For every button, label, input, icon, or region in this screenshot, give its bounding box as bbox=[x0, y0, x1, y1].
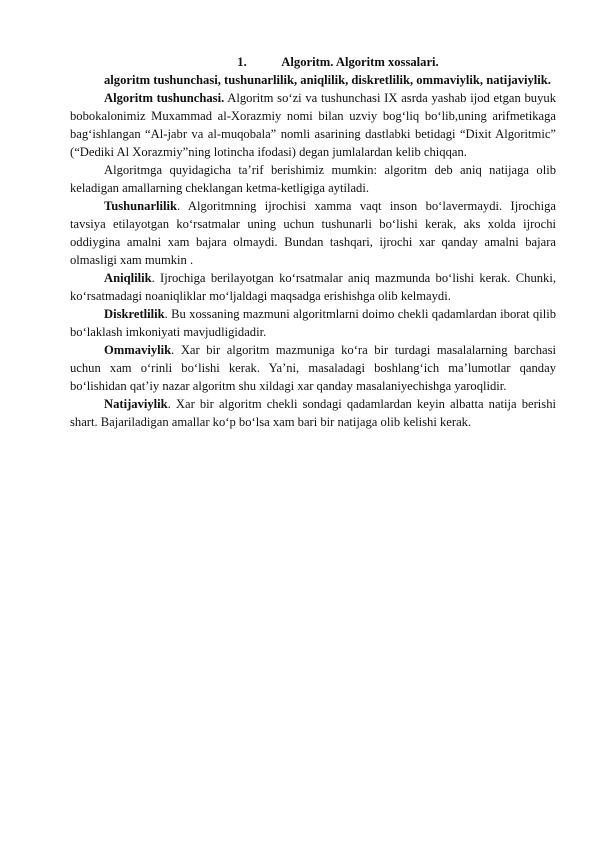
section-title: Algoritm. Algoritm xossalari. bbox=[281, 55, 439, 69]
paragraph-term: Algoritm tushunchasi. bbox=[104, 91, 225, 105]
paragraph-term: Ommaviylik bbox=[104, 343, 172, 357]
section-heading bbox=[70, 53, 556, 71]
paragraph-text: . Xar bir algoritm mazmuniga ko‘ra bir turdagi masalalarning barchasi uchun xam o‘rinli bo‘lishi kerak. Ya’ni, masaladagi boshlang‘ich ma’lumotlar qanday bo‘lishidan qat’iy nazar algoritm shu xildagi xar qanday masalaniyechishga yaroqlidir. bbox=[70, 343, 556, 393]
paragraph-text: . Xar bir algoritm chekli sondagi qadamlardan keyin albatta natija berishi shart. Bajariladigan amallar ko‘p bo‘lsa xam bari bir natijaga olib kelishi kerak. bbox=[70, 397, 556, 429]
paragraph-definiteness bbox=[70, 269, 556, 305]
paragraph-term: Diskretlilik bbox=[104, 307, 165, 321]
paragraph-algorithm-concept bbox=[70, 89, 556, 161]
paragraph-understandability bbox=[70, 197, 556, 269]
paragraph-term: Tushunarlilik bbox=[104, 199, 178, 213]
section-number: 1. bbox=[237, 55, 247, 69]
document-page bbox=[70, 53, 556, 431]
paragraph-discreteness bbox=[70, 305, 556, 341]
paragraph-term: Aniqlilik bbox=[104, 271, 152, 285]
keywords-line: algoritm tushunchasi, tushunarlilik, aniqlilik, diskretlilik, ommaviylik, natijaviylik. bbox=[104, 73, 551, 87]
paragraph-text: . Bu xossaning mazmuni algoritmlarni doimo chekli qadamlardan iborat qilib bo‘laklash imkoniyati mavjudligidadir. bbox=[70, 307, 556, 339]
paragraph-massiveness bbox=[70, 341, 556, 395]
paragraph-term: Natijaviylik bbox=[104, 397, 168, 411]
paragraph-definition bbox=[70, 161, 556, 197]
paragraph-text: Algoritmga quyidagicha ta’rif berishimiz mumkin: algoritm deb aniq natijaga olib keladigan amallarning cheklangan ketma-ketligiga aytiladi. bbox=[70, 163, 556, 195]
paragraph-text: . Algoritmning ijrochisi xamma vaqt inson bo‘lavermaydi. Ijrochiga tavsiya etilayotgan ko‘rsatmalar uning uchun tushunarli bo‘lishi kerak, aks xolda ijrochi oddiygina amalni xam bajara olmaydi. Bundan tashqari, ijrochi xar qanday amalni bajara olmasligi xam mumkin . bbox=[70, 199, 556, 267]
paragraph-text: . Ijrochiga berilayotgan ko‘rsatmalar aniq mazmunda bo‘lishi kerak. Chunki, ko‘rsatmadagi noaniqliklar mo‘ljaldagi maqsadga erishishga olib kelmaydi. bbox=[70, 271, 556, 303]
paragraph-text: Algoritm so‘zi va tushunchasi IX asrda yashab ijod etgan buyuk bobokalonimiz Muxammad al-Xorazmiy nomi bilan uzviy bog‘liq bo‘lib,uning arifmetikaga bag‘ishlangan “Al-jabr va al-muqobala” nomli asarining dastlabki betidagi “Dixit Algoritmic” (“Dediki Al Xorazmiy”ning lotincha ifodasi) degan jumlalardan kelib chiqqan. bbox=[70, 91, 556, 159]
paragraph-effectiveness bbox=[70, 395, 556, 431]
